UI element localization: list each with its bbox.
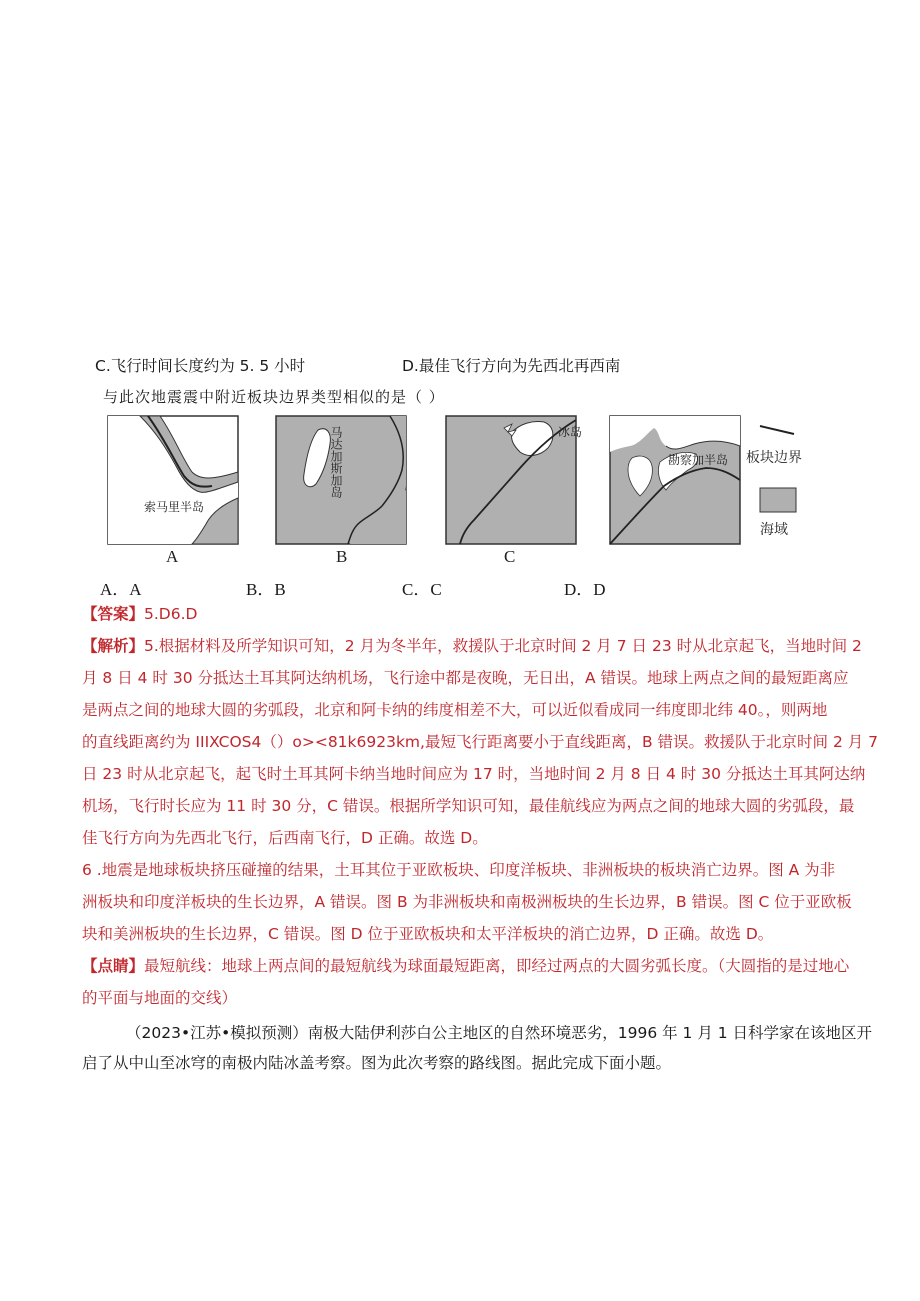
map-b-caption: B — [336, 547, 348, 566]
map-c-place: 冰岛 — [558, 425, 583, 439]
analysis-tag: 【解析】 — [82, 637, 145, 655]
analysis-line: 是两点之间的地球大圆的劣弧段，北京和阿卡纳的纬度相差不大，可以近似看成同一纬度即北纬 40。，则两地 — [82, 701, 828, 719]
plate-boundary-figure — [100, 410, 840, 570]
map-a-caption: A — [166, 547, 179, 566]
analysis-line: 机场，飞行时长应为 11 时 30 分，C 错误。根据所学知识可知，最佳航线应为两点之间的地球大圆的劣弧段，最 — [82, 797, 855, 815]
analysis-line: 月 8 日 4 时 30 分抵达土耳其阿达纳机场，飞行途中都是夜晚，无日出，A 错误。地球上两点之间的最短距离应 — [82, 669, 849, 687]
tip-line: 的平面与地面的交线） — [82, 989, 238, 1007]
analysis-line: 6 .地震是地球板块挤压碰撞的结果，土耳其位于亚欧板块、印度洋板块、非洲板块的板块消亡边界。图 A 为非 — [82, 861, 836, 879]
choice-d: D．D — [564, 580, 606, 599]
legend-boundary-label: 板块边界 — [746, 450, 802, 466]
legend-boundary-line — [760, 426, 794, 434]
map-c — [446, 416, 576, 544]
answer-text: 5.D6.D — [144, 605, 198, 623]
choice-c: C．C — [402, 580, 442, 599]
choice-a: A．A — [100, 580, 142, 599]
passage-line: （2023•江苏•模拟预测）南极大陆伊利莎白公主地区的自然环境恶劣，1996 年 1 月 1 日科学家在该地区开 — [126, 1024, 873, 1042]
tip-block — [82, 950, 850, 1014]
analysis-block — [82, 630, 879, 950]
answer-block — [82, 598, 842, 630]
legend-sea-swatch — [760, 488, 796, 512]
answer-tag: 【答案】 — [82, 605, 145, 623]
map-a — [108, 416, 238, 544]
analysis-line: 洲板块和印度洋板块的生长边界，A 错误。图 B 为非洲板块和南极洲板块的生长边界，B 错误。图 C 位于亚欧板 — [82, 893, 852, 911]
map-c-caption: C — [504, 547, 516, 566]
option-d: D.最佳飞行方向为先西北再西南 — [402, 357, 621, 375]
map-d — [610, 416, 740, 544]
analysis-line: 日 23 时从北京起飞，起飞时土耳其阿卡纳当地时间应为 17 时，当地时间 2 月 8 日 4 时 30 分抵达土耳其阿达纳 — [82, 765, 866, 783]
analysis-line: 5.根据材料及所学知识可知，2 月为冬半年，救援队于北京时间 2 月 7 日 23 时从北京起飞，当地时间 2 — [144, 637, 862, 655]
answer-choices — [100, 575, 700, 599]
map-b-place: 马达加斯加岛 — [329, 426, 343, 498]
passage-block — [82, 1018, 873, 1078]
map-d-place: 勘察加半岛 — [668, 453, 729, 467]
legend — [760, 426, 796, 512]
legend-sea-label: 海域 — [760, 522, 788, 538]
tip-line: 最短航线：地球上两点间的最短航线为球面最短距离，即经过两点的大圆劣弧长度。（大圆指的是过地心 — [144, 957, 850, 975]
choice-b: B．B — [246, 580, 286, 599]
passage-line: 启了从中山至冰穹的南极内陆冰盖考察。图为此次考察的路线图。据此完成下面小题。 — [82, 1054, 672, 1072]
analysis-line: 佳飞行方向为先西北飞行，后西南飞行，D 正确。故选 D。 — [82, 829, 488, 847]
question-stem: 与此次地震震中附近板块边界类型相似的是（ ） — [103, 388, 445, 406]
tip-tag: 【点睛】 — [82, 957, 145, 975]
analysis-line: 的直线距离约为 IIIXCOS4（）o><81k6923km,最短飞行距离要小于直线距离，B 错误。救援队于北京时间 2 月 7 — [82, 733, 879, 751]
option-c: C.飞行时间长度约为 5. 5 小时 — [95, 357, 306, 375]
analysis-line: 块和美洲板块的生长边界，C 错误。图 D 位于亚欧板块和太平洋板块的消亡边界，D 正确。故选 D。 — [82, 925, 774, 943]
map-a-place: 索马里半岛 — [144, 500, 205, 514]
